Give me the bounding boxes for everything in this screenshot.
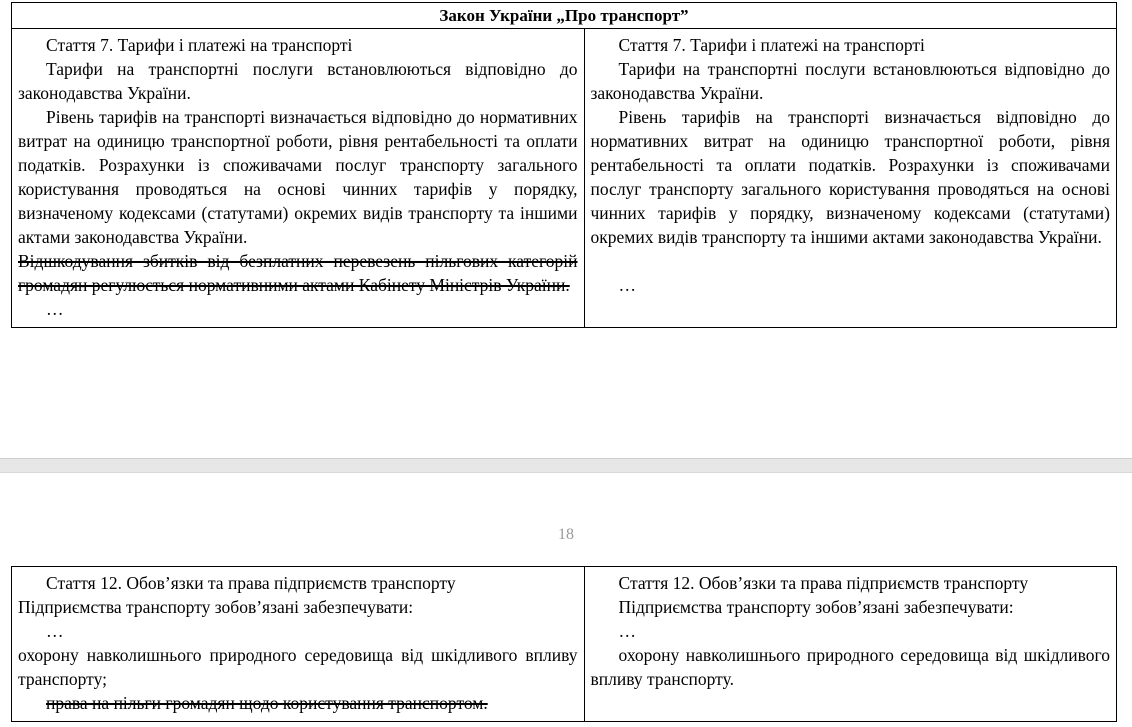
article-ellipsis: … <box>618 621 638 641</box>
law-title: Закон України „Про транспорт” <box>12 3 1117 29</box>
article-paragraph: охорону навколишнього природного середовища від шкідливого впливу транспорту. <box>590 645 1110 689</box>
article-paragraph: охорону навколишнього природного середовища від шкідливого впливу транспорту; <box>18 645 578 689</box>
article-paragraph: Рівень тарифів на транспорті визначається відповідно до нормативних витрат на одиницю транспортної роботи, рівня рентабельності та оплати податків. Розрахунки із споживачами послуг транспорту загального користування проводяться на основі чинних тарифів у порядку, визначеному кодексами (статутами) окремих видів транспорту та іншими актами законодавства України. <box>18 107 578 247</box>
article-paragraph-struck: Відшкодування збитків від безплатних перевезень пільгових категорій громадян регулюється нормативними актами Кабінету Міністрів України. <box>18 251 578 295</box>
table-cell-right-proposed-version <box>584 567 1116 722</box>
comparison-table-article-12 <box>11 566 1117 722</box>
article-paragraph: Тарифи на транспортні послуги встановлюються відповідно до законодавства України. <box>590 59 1110 103</box>
article-heading: Стаття 7. Тарифи і платежі на транспорті <box>46 35 353 55</box>
article-ellipsis: … <box>618 275 637 295</box>
page-number: 18 <box>558 526 574 543</box>
article-paragraph: Підприємства транспорту зобов’язані забезпечувати: <box>618 597 1014 617</box>
article-ellipsis: … <box>46 299 65 319</box>
comparison-table-article-7 <box>11 2 1117 328</box>
table-cell-left-current-version <box>12 567 585 722</box>
page-break-separator <box>0 458 1132 473</box>
article-heading: Стаття 7. Тарифи і платежі на транспорті <box>618 35 925 55</box>
table-cell-right-proposed-version <box>584 29 1117 328</box>
table-row <box>12 567 1117 722</box>
article-paragraph: Підприємства транспорту зобов’язані забезпечувати: <box>18 597 414 617</box>
table-row-title <box>12 3 1117 29</box>
article-heading: Стаття 12. Обов’язки та права підприємств транспорту <box>46 573 456 593</box>
table-row <box>12 29 1117 328</box>
article-ellipsis: … <box>46 621 65 641</box>
article-paragraph: Рівень тарифів на транспорті визначається відповідно до нормативних витрат на одиницю транспортної роботи, рівня рентабельності та оплати податків. Розрахунки із споживачами послуг транспорту загального користування проводяться на основі чинних тарифів у порядку, визначеному кодексами (статутами) окремих видів транспорту та іншими актами законодавства України. <box>590 107 1110 247</box>
paragraph-spacer <box>591 249 1111 273</box>
article-paragraph-struck: права на пільги громадян щодо користування транспортом. <box>46 693 488 713</box>
table-cell-left-current-version <box>12 29 585 328</box>
article-heading: Стаття 12. Обов’язки та права підприємств транспорту <box>618 573 1029 593</box>
article-paragraph: Тарифи на транспортні послуги встановлюються відповідно до законодавства України. <box>18 59 578 103</box>
